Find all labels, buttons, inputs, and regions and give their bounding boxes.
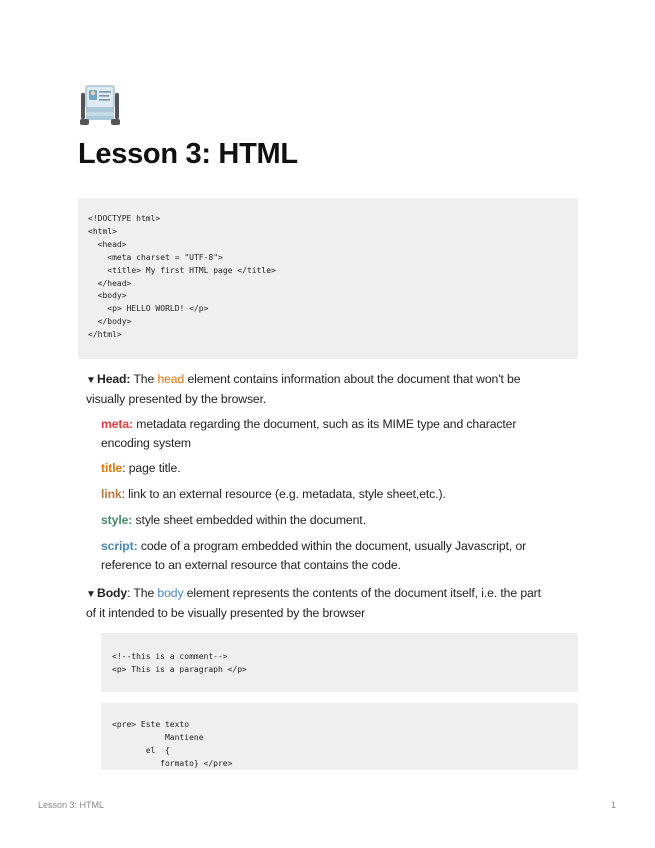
head-text-before: The	[130, 372, 158, 386]
head-text-line2: visually presented by the browser.	[86, 392, 267, 406]
link-item	[101, 485, 446, 504]
head-section-paragraph	[86, 370, 520, 409]
page-title: Lesson 3: HTML	[78, 138, 298, 170]
pre-code-block: <pre> Este texto Mantiene el { formato} </pre>	[101, 703, 578, 770]
toggle-triangle-icon[interactable]: ▼	[86, 589, 96, 600]
page-number: 1	[610, 800, 616, 810]
body-text-after: element represents the contents of the document itself, i.e. the part	[183, 586, 541, 600]
style-label: style:	[101, 513, 133, 527]
meta-label: meta:	[101, 417, 134, 431]
body-keyword: body	[157, 586, 184, 600]
head-label: Head:	[97, 372, 131, 386]
body-text-line2: of it intended to be visually presented by the browser	[86, 606, 366, 620]
title-text: : page title.	[122, 461, 181, 475]
script-text: code of a program embedded within the document, usually Javascript, or	[137, 539, 527, 553]
style-text: style sheet embedded within the document.	[132, 513, 366, 527]
head-keyword: head	[157, 372, 185, 386]
body-section-paragraph	[86, 584, 541, 623]
script-item	[101, 537, 526, 575]
script-label: script:	[101, 539, 138, 553]
html-code-block: <!DOCTYPE html> <html> <head> <meta charset = "UTF-8"> <title> My first HTML page </title> </head> <body> <p> HELLO WORLD! </p> </body> </html>	[78, 198, 578, 359]
link-label: link	[101, 487, 122, 501]
script-text-line2: reference to an external resource that contains the code.	[101, 558, 401, 572]
footer-title: Lesson 3: HTML	[38, 800, 105, 810]
title-label: title	[101, 461, 123, 475]
meta-item	[101, 415, 516, 453]
meta-text: metadata regarding the document, such as its MIME type and character	[133, 417, 517, 431]
toggle-triangle-icon[interactable]: ▼	[86, 375, 96, 386]
title-item	[101, 459, 181, 478]
link-text: : link to an external resource (e.g. metadata, style sheet,etc.).	[121, 487, 446, 501]
lesson-card-icon	[79, 85, 123, 127]
body-label: Body	[97, 586, 128, 600]
style-item	[101, 511, 366, 530]
meta-text-line2: encoding system	[101, 436, 191, 450]
head-text-after: element contains information about the document that won't be	[184, 372, 521, 386]
comment-code-block: <!--this is a comment--> <p> This is a paragraph </p>	[101, 633, 578, 692]
body-text-before: : The	[127, 586, 158, 600]
